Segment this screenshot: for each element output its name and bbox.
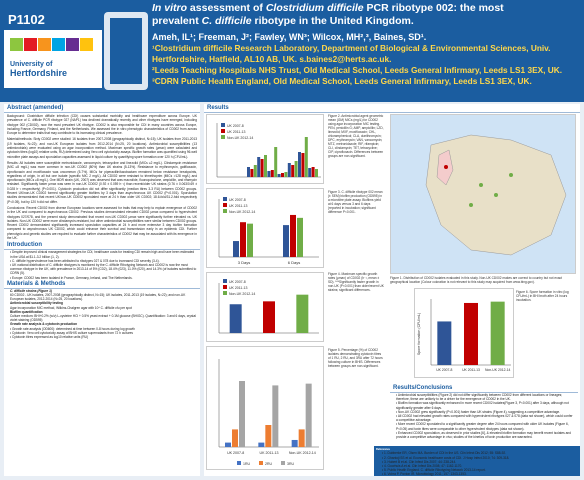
bar [291, 165, 294, 177]
methods-sub3-text: Culture medium: BHI+0.2% (w/v) L-cysteine HCl + 0.5% yeast extract + 0.1M glucose (BHIGC). Quantification: 3 and 6 days, crystal violet staining (OD595) [10, 313, 196, 323]
figure-2-svg [207, 115, 325, 185]
logo-square [66, 38, 79, 51]
references-box [374, 446, 580, 476]
figure-6-chart [414, 288, 514, 378]
uh-mark [104, 12, 148, 90]
list-item: • Non-UK CD002 grew significantly (P<0.001) faster than UK strains (Figure 4), suggesting a competitive advantage. [396, 409, 561, 414]
bar [225, 443, 231, 447]
logo-square [80, 38, 93, 51]
legend-label: 2RU [265, 462, 273, 466]
list-item: • All CD002 had elevated growth rates compared with hypervirulent ribotypes 027 & 078 (data not shown), which could confer a competitive advantage. [396, 414, 573, 423]
list-item: • Cytotoxin: Vero cell cytotoxicity assay of BHIS culture supernatants from 72 h cultures [10, 330, 134, 335]
legend-label: 3RU [287, 462, 295, 466]
title-rest-1: PCR ribotype 002: the most [363, 2, 504, 14]
bar [284, 172, 287, 177]
logo-square [52, 38, 65, 51]
list-item: • 1. Dubberke ER, Olsen MA. Burden of CDI in the US. Clin Infect Dis 2012; 55: S88-92. [382, 451, 507, 456]
affiliation-3: ³CDRN Public Health England, Old Medical School, Leeds General Infirmary, Leeds LS1 3EX, UK. [152, 76, 532, 86]
bar [281, 173, 284, 177]
authors-block [152, 32, 580, 87]
figure-3-svg [207, 189, 325, 269]
legend-label: 1RU [243, 462, 251, 466]
legend-label: UK 2011-13 [227, 130, 246, 134]
figure-2-caption: Figure 2. Antimicrobial agent geometric mean (GM) MICs (mg/L) for CD002 using agar incorporation MIC testing. PEN, penicillin G; AMP, ampicillin; LZD, linezolid; MXF, moxifloxacin; CHL, chloramphenicol; CLA, clarithromycin; DPC, erythromycin; VAN, vancomycin; MTZ, metronidazole; RIF, rifampicin; CLI, clindamycin; TET, tetracycline; CIP, ciprofloxacin. Differences between groups are non-significant. [328, 114, 384, 158]
bar [290, 215, 296, 257]
bar [240, 222, 246, 257]
figure-4-chart [206, 272, 324, 342]
bar [292, 440, 298, 447]
logo-text-line2: Hertfordshire [10, 68, 68, 78]
list-item: • More recent CD002 sporulated to a significantly greater degree after 24 hours compared with older UK isolates (Figure 6, P<0.05) and toxin titres were comparable to other hypervirulent ribotypes (data not shown). [396, 422, 569, 431]
right-column [204, 104, 580, 476]
figure-5-svg [207, 347, 325, 471]
logo-color-bar [10, 38, 96, 56]
bar [278, 174, 281, 177]
conclusions-heading: Results/Conclusions [390, 384, 578, 393]
figure-3-caption: Figure 3. C. difficile ribotype 002 mean (± SEM) biofilm production (OD595) in a microtitre plate assay. Biofilms yield at 6 days versus 3 and 6 days (reported in incubation; significant difference P<0.001. [328, 190, 383, 214]
title-rest-2: prevalent [152, 15, 202, 27]
map-marker [469, 203, 473, 207]
bar [308, 168, 311, 177]
poster-header [0, 0, 584, 102]
figure-5-chart [206, 346, 324, 470]
legend-label: Non-UK 2012-14 [227, 136, 254, 140]
legend-swatch [223, 197, 227, 201]
figure-4-svg [207, 273, 325, 343]
list-item: • Biofilm formation was significantly enhanced in more recent CD002 isolates(Figure 3, P<0.001) after 3 days, although not significantly greater after 6 days. [396, 401, 569, 410]
university-logo [4, 30, 102, 88]
bar [233, 241, 239, 257]
list-item: • Cytotoxin titres expressed as log10 relative units (RU) [10, 334, 89, 339]
x-tick-label: UK 2007-8 [436, 368, 453, 372]
map-marker [444, 165, 448, 169]
bar [306, 384, 312, 447]
map-marker [494, 193, 498, 197]
methods-sub4-list [4, 327, 200, 340]
bar [272, 385, 278, 447]
logo-square [10, 38, 23, 51]
figure-1-map [390, 114, 576, 274]
bar [247, 224, 253, 257]
bar [263, 301, 275, 333]
list-item: • C. difficile hypervirulence has been attributed to ribotypes 027 & 078 due to increased CDI severity (3-4). [10, 258, 160, 263]
methods-sub1-text: 60 CD002 - UK isolates, 2007-2008 (geographically distinct, N=15); UK isolates, 2011-2013 (19 isolates, N=22); and non-UK European isolates, 2012-2014 (N=25, 20 locations). [10, 292, 186, 302]
list-item: • Antimicrobial susceptibilities (Figure 2) did not differ significantly between CD002 from different locations or lineages; therefore, these are unlikely to be a driver for the emergence of CD002 in the UK. [396, 393, 563, 402]
bar [264, 155, 267, 177]
logo-square [24, 38, 37, 51]
logo-text-line1: University of [10, 61, 53, 68]
poster-title [152, 2, 580, 28]
bar [296, 295, 308, 333]
figure-6-svg [415, 289, 515, 379]
legend-swatch [223, 203, 227, 207]
x-tick-label: 6 Days [287, 260, 301, 265]
bar [230, 304, 242, 333]
title-mid: assessment of [187, 2, 266, 14]
figure-1-caption: Figure 1. Distribution of CD002 isolates evaluated in this study. Non-UK CD002 makes are correct to country but not exact geographical location (Colour coloration is not relevant to this study map acquired from www.bing.gov). [390, 276, 562, 284]
list-item: • Despite improved clinical management strategies for CDI, healthcare costs for treating CDI remain high and have been estimated in the USA at $1.1-3.2 billion (1, 2). [10, 250, 195, 259]
abstract-conclusions: Conclusions: Recent CD002 from diverse European locations were assessed for traits that may help to explain emergence of CD002 in the UK and compared to asynchronous CD002. Previous studies demonstrated elevated CD002 μmax compared to hypervirulent ribotypes 027/078, and the present study demonstrated that recent non-UK CD002 μmax were significantly further elevated vs. UK isolates. Non-UK CD002 were more clindamycin-resistant, but other antimicrobial susceptibilities were similar between CD002 groups. Recent CD002 demonstrated significantly increased sporulation capacities at 24 h and more extensive 3 day biofilm formation compared to asynchronous UK CD002, which could enhance their survival and transmission early in an epidemic CDI. Further phenotypic and genetic studies are required to evaluate further characteristics of CD002 that may be associated with its emergence in the UK. [7, 205, 197, 241]
methods-sub1: C. difficile strains (Figure 1) [10, 288, 52, 293]
figure-5-caption: Figure 5. Percentage (%) of CD002 isolates demonstrating cytotoxin titres of 1 RU, 2 RU, and 3RU after 72 hours following culture in BHIS. Differences between groups are non-significant. [328, 348, 383, 368]
author-list: Ameh, IL¹; Freeman, J²; Fawley, WN³; Wilcox, MH²,³, Baines, SD¹. [152, 32, 427, 42]
logo-text [10, 60, 67, 78]
methods-sub4: Growth rate analysis & cytotoxin production [10, 322, 78, 327]
methods-sub2-text: Agar incorporation MIC method, Wilkins-Chalgren agar with 10⁴ C. difficile cfu per spot [10, 305, 132, 310]
uh-mark-inner [110, 18, 142, 84]
title-italic: In vitro [152, 2, 188, 14]
conclusions-section [390, 384, 578, 439]
introduction-heading: Introduction [4, 241, 200, 250]
legend-label: Non-UK 2012-14 [229, 210, 256, 214]
map-marker [509, 173, 513, 177]
left-column [4, 104, 200, 476]
affiliation-2: ²Leeds Teaching Hospitals NHS Trust, Old Medical School, Leeds General Infirmary, Leeds LS1 3EX, UK. [152, 65, 563, 75]
introduction-list [4, 250, 200, 279]
bar [247, 167, 250, 177]
methods-heading: Materials & Methods [4, 280, 200, 289]
methods-sub3: Biofilm quantification [10, 309, 43, 314]
legend-label: UK 2007-8 [229, 280, 246, 284]
list-item: • UK national distribution of C. difficile ribotypes is monitored by the C. difficile Ribotyping Network and CD002 is now the most common ribotype in the UK, with prevalence in 2013-14 of 5% (CD2), 18.4% (023), 11.0% (020), and 14.3% (of isolates submitted to CDRN (5). [10, 262, 197, 276]
bar [295, 161, 298, 177]
abstract-methods: Material/methods: Sixty CD002 were studied: 16 isolates from 2007-2008 (geographically distinct, N=15); UK isolates from 2011-2013 (19 isolates, N=22); and non-UK European isolates from 2012-2014 (N=25, 20 locations). Antimicrobial susceptibilities (13 antimicrobials) were evaluated using an agar incorporation method. Maximum specific growth rates (μmax) were calculated and cytotoxin titres (log10) relative units, RU) determined using Vero cell cytotoxicity assays. Biofilm formation was quantified using 96-well microtitre plate assays and sporulation capacities assessed in liquid culture by quantifying spore formation over 120 h (CFU/mL). [7, 137, 197, 159]
bar [239, 381, 245, 447]
title-rest-3: ribotype in the United Kingdom. [251, 15, 414, 27]
legend-swatch [223, 279, 227, 283]
x-tick-label: UK 2011-13 [259, 451, 279, 455]
abstract-heading: Abstract (amended) [4, 104, 200, 113]
bar [250, 169, 253, 177]
abstract-results: Results: All isolates were susceptible metronidazole, vancomycin, tetracycline and linezolid (MICs ≤2 mg/L). Clindamycin resistance (MIC ≥8 mg/L) was more common in non-UK CD002 (80%) than UK strains (5-13%). Resistance to erythromycin, gatifloxacin, ciprofloxacin and moxifloxacin was uncommon (5-7%). MICs for piperacillin/tazobactam remained below resistance breakpoints, regardless of origin, in all but one isolate (specific MIC 2 mg/L). All CD002 were resistant to trimethoprim (MICs >128 mg/L) and ciprofloxacin (MICs ≥8 mg/L). One MDR strain (UK, 2007) was observed that was macrolide, fluoroquinolone, ampicillin, and rifamycin resistant. Significantly faster μmax was seen in non-UK CD002 (0.92 ± 0.059 h⁻¹) than recent/older UK strains (0.76 ± 0.063/0.69 ± 0.028 h⁻¹ respectively) (P<0.001). Cytotoxin production did not differ significantly (median titres 3-3 RU) between CD002 groups. Recent UK/non-UK CD002 formed significantly greater biofilms by 3 days than asynchronous UK CD002 (P<0.001). Sporulation studies demonstrated that recent UK/non-UK CD002 sporulated more at 24 h than older UK CD002; 18.6-fold/31.2-fold respectively (P<0.05), but by 120 h did not differ. [7, 160, 197, 204]
bar [267, 171, 270, 177]
bar [254, 165, 257, 177]
legend-swatch [221, 135, 225, 139]
list-item: • 3. Hubert B et al. Clin Infect Dis 2007; 44: 238-244. [382, 459, 457, 464]
legend-label: UK 2011-13 [229, 286, 248, 290]
references-list [376, 451, 578, 476]
bar [261, 159, 264, 177]
legend-swatch [221, 123, 225, 127]
bar [258, 443, 264, 447]
bar [265, 425, 271, 447]
references-heading: References [376, 448, 390, 451]
conclusions-list [390, 393, 578, 439]
x-tick-label: UK 2011-13 [462, 368, 480, 372]
bar [491, 302, 505, 365]
legend-swatch [223, 209, 227, 213]
bar [288, 163, 291, 177]
legend-label: UK 2011-13 [229, 204, 248, 208]
title-organism-2: C. difficile [201, 15, 252, 27]
europe-map-svg [391, 115, 577, 275]
list-item: • 4. Goorhuis A et al. Clin Infect Dis 2008; 47: 1162-1170. [382, 463, 463, 468]
bar [274, 147, 277, 177]
abstract-background: Background: Clostridium difficile infection (CDI) causes substantial morbidity and healthcare expenditure across Europe. UK prevalence of C. difficile PCR ribotype 027 (NAP1) has declined dramatically recently and other ribotypes have emerged, including ribotype 002 (CD002), now the most prevalent UK ribotype. CD002 is also responsible for CDI in many countries across Europe, including France, Germany, Finland, and the Netherlands. We assessed the in vitro phenotypic characteristics of CD002 from across Europe to determine traits that may contribute to its increasing clinical prevalence. [7, 114, 197, 136]
bar [283, 225, 289, 257]
legend-label: UK 2007-8 [229, 198, 246, 202]
bar [315, 169, 318, 177]
poster-id: P1102 [8, 12, 45, 27]
y-axis-label: Spore formation (CFU/mL) [417, 312, 421, 356]
bar [271, 170, 274, 177]
legend-swatch [221, 129, 225, 133]
results-heading: Results [204, 104, 580, 113]
bar [257, 157, 260, 177]
figure-6-caption: Figure 6. Spore formation in vitro (log CFU/mL) in BHI broth after 24 hours incubation. [516, 290, 569, 302]
list-item: • Growth rate analysis (OD600): determined at time between 0-8 hours during log growth [10, 326, 135, 331]
list-item: • 5. Public Health England. C. difficile Ribotyping Network 2013-14 report. [382, 468, 486, 473]
list-item: • Enhanced CD002 sporulation, as observed in prior studies [6], & elevated biofilm formation may benefit recent isolates and provide a competitive advantage in vivo; studies of the kinetics of toxin production are warranted. [396, 430, 571, 440]
bar [299, 429, 305, 447]
legend-swatch [259, 461, 263, 465]
x-tick-label: UK 2007-8 [227, 451, 245, 455]
logo-square [38, 38, 51, 51]
list-item: • 6. Vohra P, Poxton IR. Microbiology 2011; 157: 1343-1353. [382, 472, 467, 477]
bar [297, 218, 303, 257]
legend-label: Non-UK 2012-14 [229, 292, 256, 296]
bar [464, 303, 478, 365]
bar [305, 137, 308, 177]
x-tick-label: Non-UK 2012-14 [288, 451, 316, 455]
bar [298, 152, 301, 177]
bar [301, 153, 304, 177]
x-tick-label: Non-UK 2012-14 [484, 368, 511, 372]
map-marker [479, 183, 483, 187]
bar [232, 429, 238, 447]
bar [312, 167, 315, 177]
legend-swatch [223, 291, 227, 295]
x-tick-label: 3 Days [237, 260, 251, 265]
legend-swatch [281, 461, 285, 465]
figure-2-chart [206, 114, 324, 184]
legend-label: UK 2007-8 [227, 124, 244, 128]
figure-4-caption: Figure 4. Maximum specific growth rates (μmax) of CD002 (h⁻¹, mean ± SD). ***Significantly faster growth in non-UK (P<0.001) than older/recent UK strains; significant differences. [328, 272, 384, 292]
list-item: • Europe: CD002 has been isolated in France, Germany, Ireland, and The Netherlands. [10, 275, 133, 280]
bar [437, 321, 451, 365]
list-item: • 2. Ghantoji SS et al. Economic healthcare costs of CDI. J Hosp Infect 2010; 74: 309-318. [382, 455, 510, 460]
legend-swatch [223, 285, 227, 289]
legend-swatch [237, 461, 241, 465]
methods-sub2: Antimicrobial susceptibility testing [10, 301, 63, 306]
affiliation-1: ¹Clostridium difficile Research Laboratory, Department of Biological & Environmental Sciences, Univ. Hertfordshire, Hatfield, AL10 AB, UK. s.baines2@herts.ac.uk. [152, 43, 551, 64]
figure-3-chart [206, 188, 324, 268]
title-organism: Clostridium difficile [265, 2, 364, 14]
